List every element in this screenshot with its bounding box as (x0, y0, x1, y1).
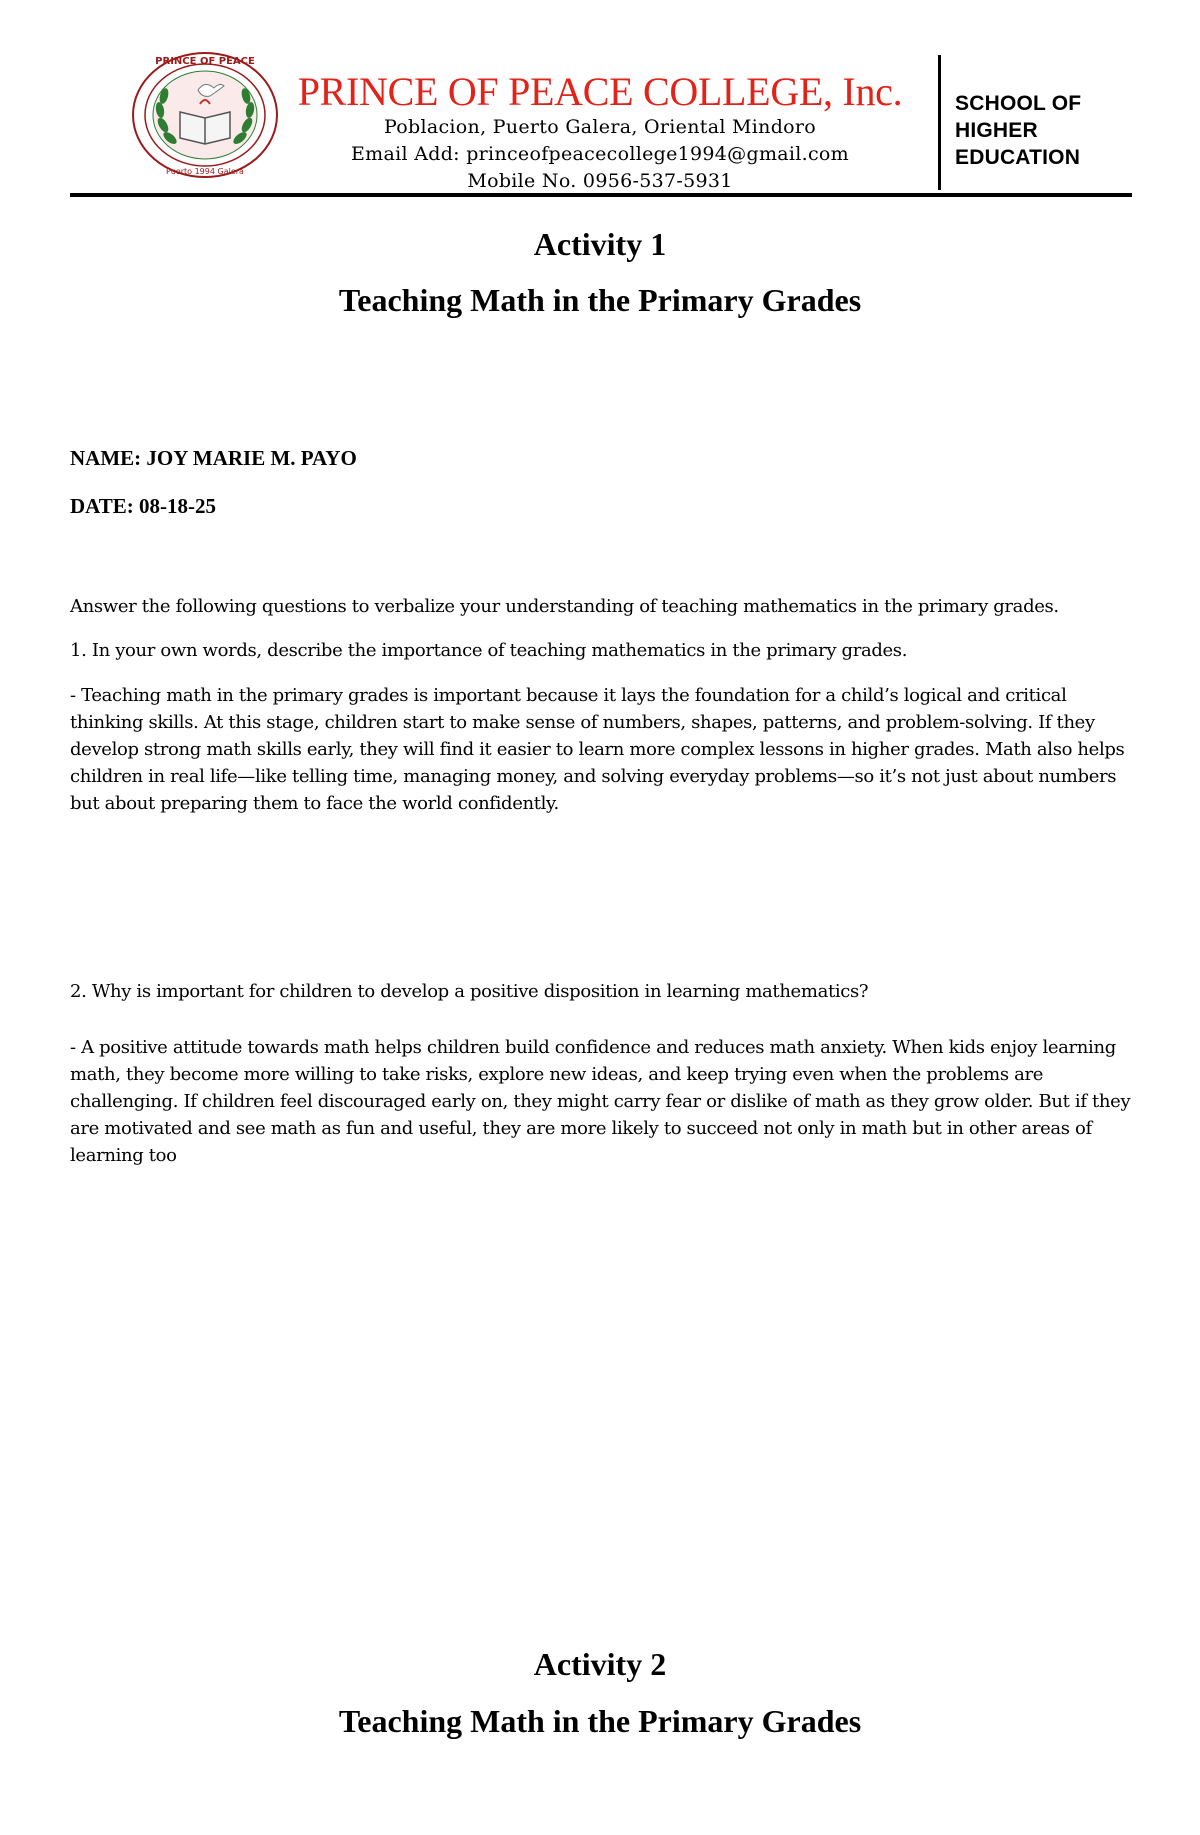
document-header (0, 0, 1200, 200)
activity-2-subtitle: Teaching Math in the Primary Grades (338, 1703, 862, 1739)
question-2: 2. Why is important for children to develop a positive disposition in learning mathematics? (70, 981, 869, 1002)
college-email: Email Add: princeofpeacecollege1994@gmail.com (351, 143, 849, 165)
activity-1-subtitle: Teaching Math in the Primary Grades (338, 282, 862, 318)
svg-text:PRINCE OF PEACE: PRINCE OF PEACE (155, 56, 255, 67)
student-name: NAME: JOY MARIE M. PAYO (70, 446, 357, 470)
school-label-line: SCHOOL OF (955, 92, 1082, 115)
school-label-line: HIGHER (955, 119, 1038, 142)
college-address: Poblacion, Puerto Galera, Oriental Mindoro (383, 116, 817, 138)
answer-2: - A positive attitude towards math helps children build confidence and reduces math anxiety. When kids enjoy learning math, they become more willing to take risks, explore new ideas, and keep trying even when the problems are challenging. If children feel discouraged early on, they might carry fear or dislike of math as they grow older. But if they are motivated and see math as fun and useful, they are more likely to succeed not only in math but in other areas of learning too (70, 1037, 1131, 1166)
header-divider-vertical (938, 55, 941, 190)
school-label (955, 90, 1155, 171)
school-label-line: EDUCATION (955, 146, 1081, 169)
svg-text:Puerto 1994 Galera: Puerto 1994 Galera (166, 167, 244, 176)
answer-1: - Teaching math in the primary grades is important because it lays the foundation for a child’s logical and critical thinking skills. At this stage, children start to make sense of numbers, shapes, patterns, and problem-solving. If they develop strong math skills early, they will find it easier to learn more complex lessons in higher grades. Math also helps children in real life—like telling time, managing money, and solving everyday problems—so it’s not just about numbers but about preparing them to face the world confidently. (70, 685, 1125, 814)
question-1: 1. In your own words, describe the importance of teaching mathematics in the primary grades. (70, 640, 908, 661)
header-divider-horizontal (70, 193, 1132, 197)
college-name: PRINCE OF PEACE COLLEGE, Inc. (297, 69, 903, 114)
college-mobile: Mobile No. 0956-537-5931 (467, 170, 733, 192)
activity-2-title: Activity 2 (533, 1646, 667, 1682)
instructions-text: Answer the following questions to verbalize your understanding of teaching mathematics in the primary grades. (70, 596, 1059, 617)
submission-date: DATE: 08-18-25 (70, 494, 217, 518)
activity-1-title: Activity 1 (533, 226, 667, 262)
college-seal-logo (130, 50, 280, 180)
